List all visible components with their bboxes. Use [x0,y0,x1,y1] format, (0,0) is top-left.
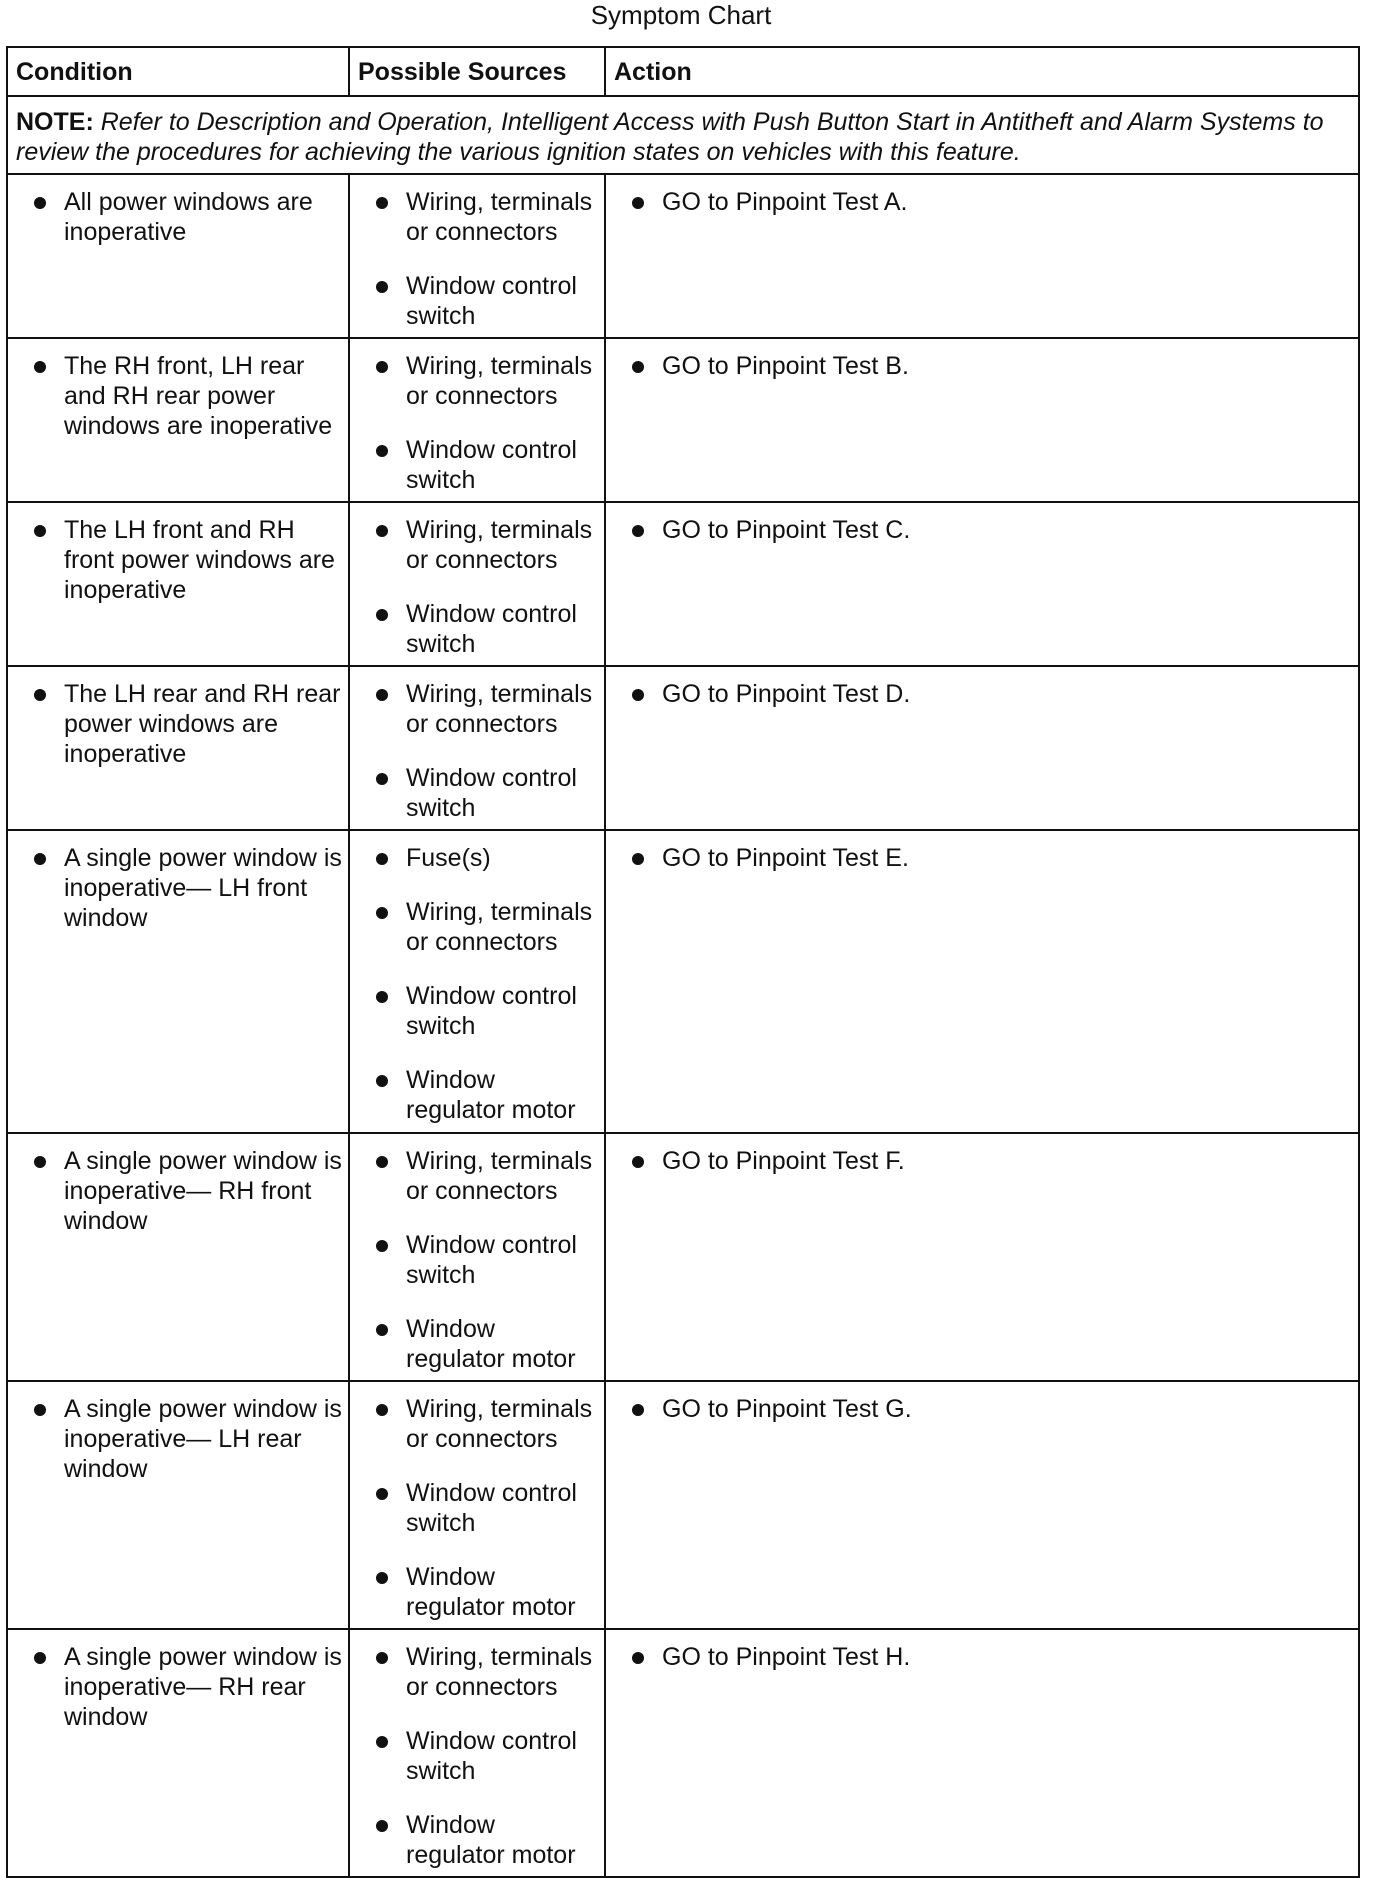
sources-list [350,831,604,1131]
action-text: GO to Pinpoint Test C. [606,515,1354,545]
action-text: GO to Pinpoint Test A. [606,187,1354,217]
condition-cell [7,338,349,502]
condition-cell [7,502,349,666]
possible-sources-cell [349,174,605,338]
condition-list [8,1382,348,1490]
symptom-row [7,338,1359,502]
sources-list [350,667,604,829]
condition-list [8,339,348,447]
source-item: Wiring, terminals or connectors [350,187,600,247]
note-label: NOTE: [16,108,94,136]
sources-list [350,339,604,501]
symptom-row [7,1629,1359,1877]
header-possible-sources: Possible Sources [349,47,605,96]
action-list [606,831,1358,879]
possible-sources-cell [349,338,605,502]
source-item: Wiring, terminals or connectors [350,679,600,739]
possible-sources-cell [349,666,605,830]
action-list [606,339,1358,387]
source-item: Window regulator motor [350,1065,600,1125]
symptom-table [6,46,1360,1878]
condition-cell [7,666,349,830]
condition-text: The LH rear and RH rear power windows are inoperative [8,679,344,769]
action-list [606,1382,1358,1430]
source-item: Wiring, terminals or connectors [350,1394,600,1454]
condition-cell [7,1629,349,1877]
source-item: Window control switch [350,1230,600,1290]
symptom-row [7,174,1359,338]
action-list [606,1134,1358,1182]
action-cell [605,1381,1359,1629]
action-list [606,1630,1358,1678]
possible-sources-cell [349,1133,605,1381]
condition-cell [7,830,349,1133]
source-item: Wiring, terminals or connectors [350,515,600,575]
action-cell [605,338,1359,502]
action-list [606,503,1358,551]
sources-list [350,175,604,337]
source-item: Window control switch [350,1478,600,1538]
symptom-row [7,666,1359,830]
symptom-row [7,502,1359,666]
source-item: Wiring, terminals or connectors [350,897,600,957]
source-item: Wiring, terminals or connectors [350,351,600,411]
condition-cell [7,1133,349,1381]
condition-cell [7,1381,349,1629]
condition-text: The RH front, LH rear and RH rear power windows are inoperative [8,351,344,441]
possible-sources-cell [349,1381,605,1629]
source-item: Window regulator motor [350,1562,600,1622]
possible-sources-cell [349,502,605,666]
action-text: GO to Pinpoint Test H. [606,1642,1354,1672]
condition-text: All power windows are inoperative [8,187,344,247]
action-text: GO to Pinpoint Test E. [606,843,1354,873]
symptom-row [7,1381,1359,1629]
source-item: Window control switch [350,271,600,331]
action-cell [605,830,1359,1133]
condition-list [8,1630,348,1738]
condition-text: A single power window is inoperative— LH rear window [8,1394,344,1484]
sources-list [350,1382,604,1628]
condition-cell [7,174,349,338]
condition-text: The LH front and RH front power windows are inoperative [8,515,344,605]
condition-text: A single power window is inoperative— LH front window [8,843,344,933]
condition-list [8,503,348,611]
action-list [606,667,1358,715]
source-item: Window control switch [350,763,600,823]
action-list [606,175,1358,223]
source-item: Window control switch [350,1726,600,1786]
header-action: Action [605,47,1359,96]
note-cell [7,96,1359,174]
source-item: Window control switch [350,435,600,495]
condition-text: A single power window is inoperative— RH rear window [8,1642,344,1732]
condition-list [8,175,348,253]
source-item: Window control switch [350,981,600,1041]
action-cell [605,666,1359,830]
possible-sources-cell [349,1629,605,1877]
sources-list [350,1630,604,1876]
source-item: Window control switch [350,599,600,659]
chart-title: Symptom Chart [590,0,772,30]
action-cell [605,174,1359,338]
source-item: Window regulator motor [350,1810,600,1870]
condition-list [8,831,348,939]
symptom-row [7,830,1359,1133]
action-cell [605,1133,1359,1381]
action-cell [605,1629,1359,1877]
source-item: Wiring, terminals or connectors [350,1146,600,1206]
header-condition: Condition [7,47,349,96]
action-text: GO to Pinpoint Test D. [606,679,1354,709]
note-row [7,96,1359,174]
note-text: Refer to Description and Operation, Intelligent Access with Push Button Start in Antitheft and Alarm Systems to review the procedures for achieving the various ignition states on vehicles with this feature. [16,108,1324,166]
condition-list [8,1134,348,1242]
possible-sources-cell [349,830,605,1133]
symptom-row [7,1133,1359,1381]
sources-list [350,503,604,665]
action-text: GO to Pinpoint Test G. [606,1394,1354,1424]
action-cell [605,502,1359,666]
condition-list [8,667,348,775]
action-text: GO to Pinpoint Test F. [606,1146,1354,1176]
header-row [7,47,1359,96]
source-item: Window regulator motor [350,1314,600,1374]
action-text: GO to Pinpoint Test B. [606,351,1354,381]
condition-text: A single power window is inoperative— RH front window [8,1146,344,1236]
source-item: Fuse(s) [350,843,600,873]
sources-list [350,1134,604,1380]
source-item: Wiring, terminals or connectors [350,1642,600,1702]
